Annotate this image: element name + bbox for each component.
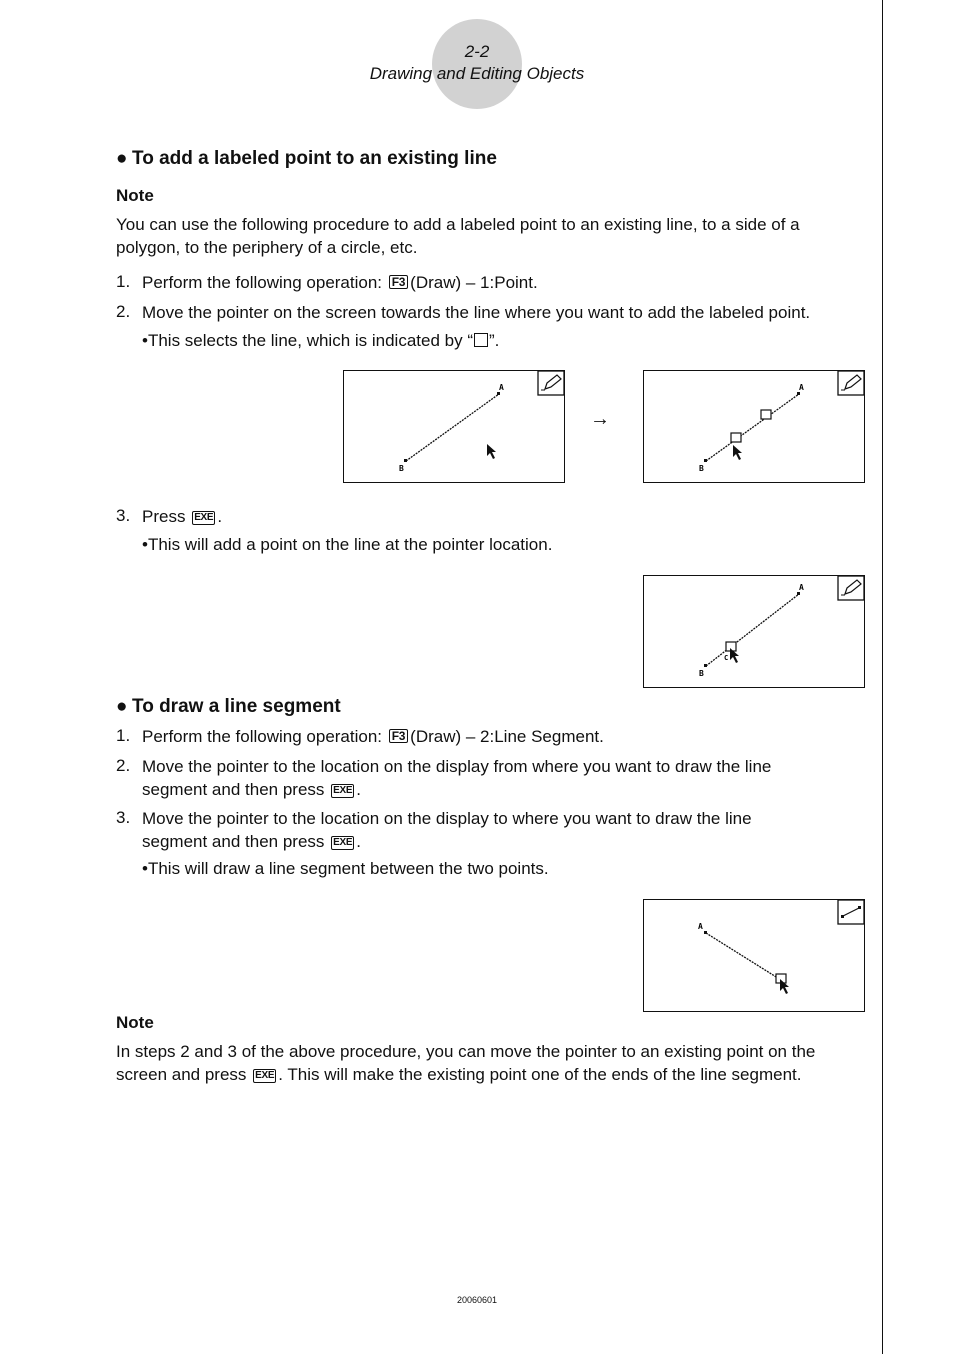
- screen-drawing: [644, 371, 864, 482]
- sub-bullet-add: •This will add a point on the line at the pointer location.: [142, 535, 553, 554]
- step-text: Move the pointer on the screen towards the line where you want to add the labeled point.: [142, 303, 811, 322]
- arrow-pointer-icon: [733, 445, 742, 460]
- step-text: [142, 725, 867, 748]
- step-text-part: .: [356, 832, 361, 851]
- step-text: [142, 807, 867, 853]
- f3-key-icon: F3: [389, 275, 408, 289]
- selection-square-icon: [761, 410, 771, 419]
- sub-bullet-text: ”.: [489, 331, 500, 350]
- sub-bullet-text: This will draw a line segment between the two points.: [147, 859, 549, 878]
- calculator-screen-line-selected: [643, 370, 865, 483]
- arrow-pointer-icon: [487, 444, 496, 459]
- step-number: 2.: [116, 302, 131, 321]
- step-text-line: [142, 830, 867, 853]
- step-text-part: (Draw) – 2:Line Segment.: [410, 727, 604, 746]
- step-text: [142, 755, 867, 801]
- step-number: 1.: [116, 726, 131, 745]
- pencil-icon: [538, 371, 564, 395]
- heading-add-labeled-point: [116, 148, 497, 170]
- note-text: You can use the following procedure to add a labeled point to an existing line, to a side of a polygon, to the periphery of a circle, etc.: [116, 215, 800, 257]
- sub-bullet-select: •This selects the line, which is indicated by “ ”.: [142, 331, 500, 350]
- point-label-b: B: [699, 464, 704, 473]
- section-title: Drawing and Editing Objects: [369, 64, 585, 83]
- note-label: Note: [116, 186, 154, 205]
- exe-key-icon: EXE: [333, 837, 353, 848]
- screen-drawing: [344, 371, 564, 482]
- heading-text: To draw a line segment: [132, 696, 341, 717]
- page-edge-rule: [882, 0, 883, 1354]
- step-text-part: Perform the following operation:: [142, 727, 387, 746]
- step-text-line: [142, 778, 867, 801]
- selection-square-icon: [474, 333, 488, 347]
- sub-bullet-text: This selects the line, which is indicated by “: [147, 331, 473, 350]
- f3-key-icon: F3: [389, 729, 408, 743]
- note-text: [116, 1040, 876, 1086]
- heading-draw-line-segment: [116, 696, 341, 718]
- pencil-icon: [838, 371, 864, 395]
- step-text-part: segment and then press: [142, 832, 330, 851]
- step-number: 2.: [116, 756, 131, 775]
- pencil-icon: [838, 576, 864, 600]
- step-text-line: Move the pointer to the location on the display from where you want to draw the line: [142, 757, 772, 776]
- step-text-part: (Draw) – 1:Point.: [410, 273, 538, 292]
- footer-code: 20060601: [456, 1295, 498, 1305]
- point-label-b: B: [399, 464, 404, 473]
- line-segment-icon: [838, 900, 864, 924]
- exe-key-icon: EXE: [194, 512, 214, 523]
- screen-drawing: [644, 576, 864, 687]
- point-label-c: C: [724, 654, 729, 662]
- note-text-line: In steps 2 and 3 of the above procedure, you can move the pointer to an existing point on the: [116, 1042, 816, 1061]
- heading-text: To add a labeled point to an existing line: [132, 148, 497, 169]
- exe-key-icon: EXE: [255, 1070, 275, 1081]
- step-number: 3.: [116, 506, 131, 525]
- step-text-part: segment and then press: [142, 780, 330, 799]
- calculator-screen-line-segment: [643, 899, 865, 1012]
- calculator-screen-point-added: [643, 575, 865, 688]
- page-number: 2-2: [464, 42, 490, 61]
- step-text-part: Perform the following operation:: [142, 273, 387, 292]
- point-label-a: A: [799, 583, 804, 592]
- step-text-part: Press: [142, 507, 191, 526]
- step-text: [142, 271, 867, 294]
- note-text-part: screen and press: [116, 1065, 252, 1084]
- step-number: 1.: [116, 272, 131, 291]
- screen-drawing: [644, 900, 864, 1011]
- step-text-line: Move the pointer to the location on the display to where you want to draw the line: [142, 809, 752, 828]
- point-label-b: B: [699, 669, 704, 678]
- note-text-part: . This will make the existing point one of the ends of the line segment.: [278, 1065, 802, 1084]
- note-label: Note: [116, 1013, 154, 1032]
- step-number: 3.: [116, 808, 131, 827]
- selection-square-icon: [731, 433, 741, 442]
- note-text-line: [116, 1063, 876, 1086]
- step-text: [142, 505, 867, 528]
- exe-key-icon: EXE: [333, 785, 353, 796]
- sub-bullet-draw: •This will draw a line segment between the two points.: [142, 859, 549, 878]
- bullet-icon: ●: [116, 148, 128, 169]
- transition-arrow-icon: →: [590, 408, 610, 430]
- bullet-icon: ●: [116, 696, 128, 717]
- point-label-a: A: [799, 383, 804, 392]
- point-label-a: A: [698, 922, 703, 931]
- step-text-part: .: [217, 507, 223, 526]
- step-text-part: .: [356, 780, 361, 799]
- point-label-a: A: [499, 383, 504, 392]
- calculator-screen-before-select: [343, 370, 565, 483]
- sub-bullet-text: This will add a point on the line at the pointer location.: [147, 535, 553, 554]
